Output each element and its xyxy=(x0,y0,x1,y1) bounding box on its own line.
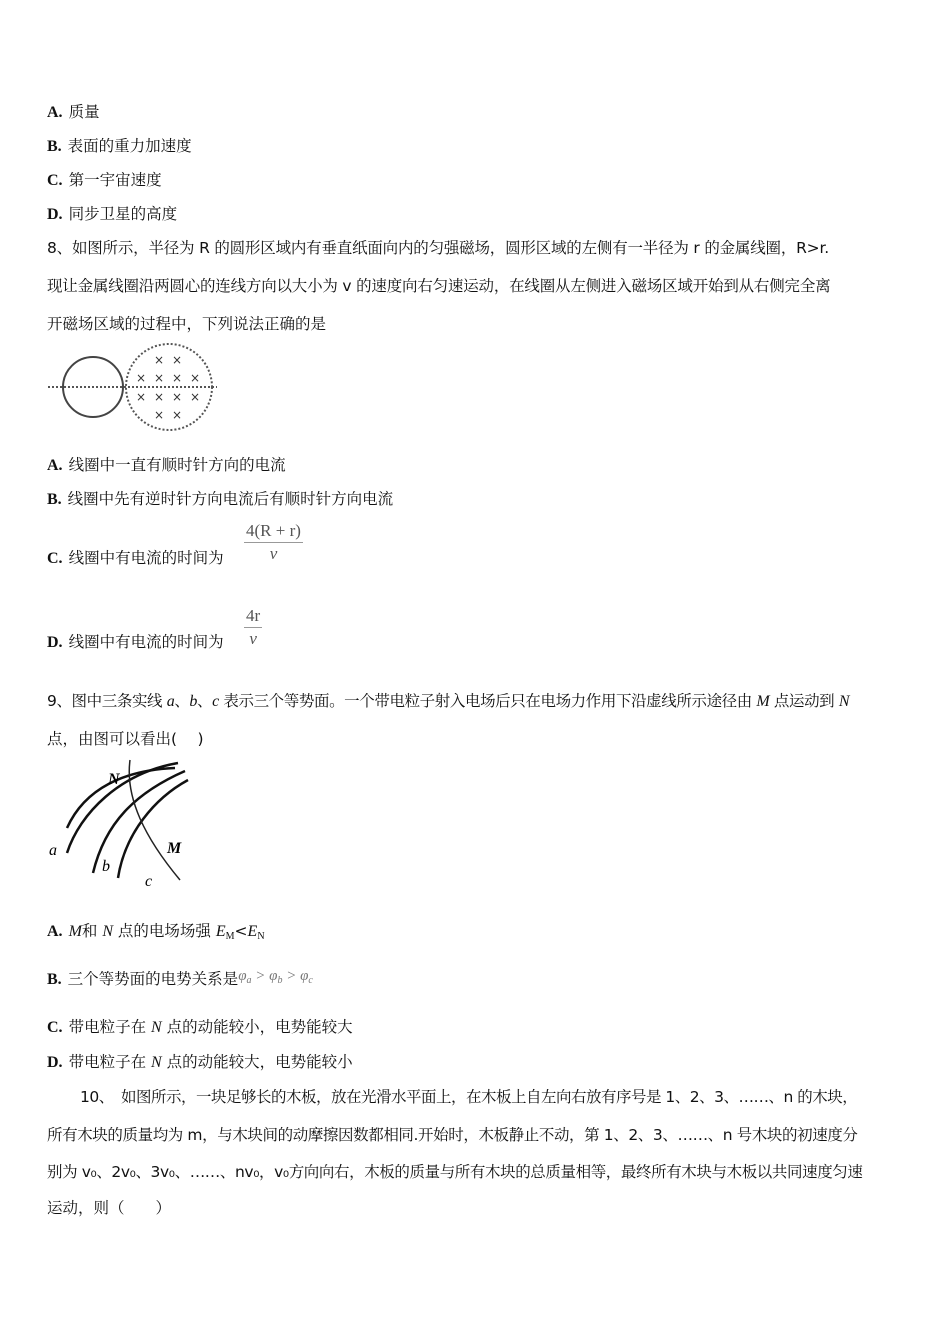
q7-option-b: B. 表面的重力加速度 xyxy=(47,137,192,155)
label-c: c xyxy=(145,873,153,890)
field-into-page-mark: × xyxy=(171,408,183,422)
q8-stem-line3: 开磁场区域的过程中，下列说法正确的是 xyxy=(47,315,327,333)
q8-stem-line1: 8、如图所示，半径为 R 的圆形区域内有垂直纸面向内的匀强磁场，圆形区域的左侧有一半径为 r 的金属线圈，R>r. xyxy=(47,239,829,257)
q9-stem-line1: 9、图中三条实线 a、b、c 表示三个等势面。一个带电粒子射入电场后只在电场力作用下沿虚线所示途径由 M 点运动到 N xyxy=(47,692,850,710)
q8-option-c-formula: $\frac{4(R + r)}{v}$ xyxy=(246,521,301,563)
field-into-page-mark: × xyxy=(135,371,147,385)
field-into-page-mark: × xyxy=(135,390,147,404)
q9-equipotential-figure xyxy=(45,758,215,893)
q9-stem-line2: 点，由图可以看出( ) xyxy=(47,730,204,748)
potential-relation-formula: $\varphi_a > \varphi_b > \varphi_c$ xyxy=(238,968,313,986)
q10-stem-line4: 运动，则（ ） xyxy=(47,1199,172,1217)
q10-stem-line1: 10、 如图所示，一块足够长的木板，放在光滑水平面上，在木板上自左向右放有序号是 1、2、3、……、n 的木块， xyxy=(80,1088,858,1106)
field-into-page-mark: × xyxy=(189,390,201,404)
label-M: M xyxy=(167,840,182,857)
q9-option-a: A. M和 N 点的电场场强 $E_M<E_N$ xyxy=(47,922,265,942)
q8-option-b: B. 线圈中先有逆时针方向电流后有顺时针方向电流 xyxy=(47,490,394,508)
q8-option-d-formula: $\frac{4r}{v}$ xyxy=(246,606,261,648)
q7-option-a: A. 质量 xyxy=(47,103,100,121)
q9-option-b: B. 三个等势面的电势关系是$\varphi_a > \varphi_b > \varphi_c$ xyxy=(47,968,313,988)
field-into-page-mark: × xyxy=(153,371,165,385)
q10-stem-line3: 别为 v₀、2v₀、3v₀、……、nv₀，v₀方向向右，木板的质量与所有木块的总质量相等，最终所有木块与木板以共同速度匀速 xyxy=(47,1163,863,1181)
q9-option-c: C. 带电粒子在 N 点的动能较小，电势能较大 xyxy=(47,1018,353,1036)
field-into-page-mark: × xyxy=(153,408,165,422)
q10-stem-line2: 所有木块的质量均为 m，与木块间的动摩擦因数都相同.开始时，木板静止不动，第 1、2、3、……、n 号木块的初速度分 xyxy=(47,1126,858,1144)
q8-option-d: D. 线圈中有电流的时间为 xyxy=(47,633,224,651)
q8-magnetic-field-figure xyxy=(45,342,220,434)
field-into-page-mark: × xyxy=(171,390,183,404)
q9-option-d: D. 带电粒子在 N 点的动能较大，电势能较小 xyxy=(47,1053,353,1071)
field-into-page-mark: × xyxy=(153,353,165,367)
q8-option-a: A. 线圈中一直有顺时针方向的电流 xyxy=(47,456,286,474)
field-into-page-mark: × xyxy=(189,371,201,385)
q8-stem-line2: 现让金属线圈沿两圆心的连线方向以大小为 v 的速度向右匀速运动，在线圈从左侧进入磁场区域开始到从右侧完全离 xyxy=(47,277,831,295)
field-into-page-mark: × xyxy=(171,371,183,385)
label-a: a xyxy=(49,842,57,859)
label-N: N xyxy=(108,771,120,788)
label-b: b xyxy=(102,858,110,875)
q8-option-c: C. 线圈中有电流的时间为 xyxy=(47,549,224,567)
field-into-page-mark: × xyxy=(153,390,165,404)
q7-option-c: C. 第一宇宙速度 xyxy=(47,171,162,189)
field-into-page-mark: × xyxy=(171,353,183,367)
q7-option-d: D. 同步卫星的高度 xyxy=(47,205,178,223)
